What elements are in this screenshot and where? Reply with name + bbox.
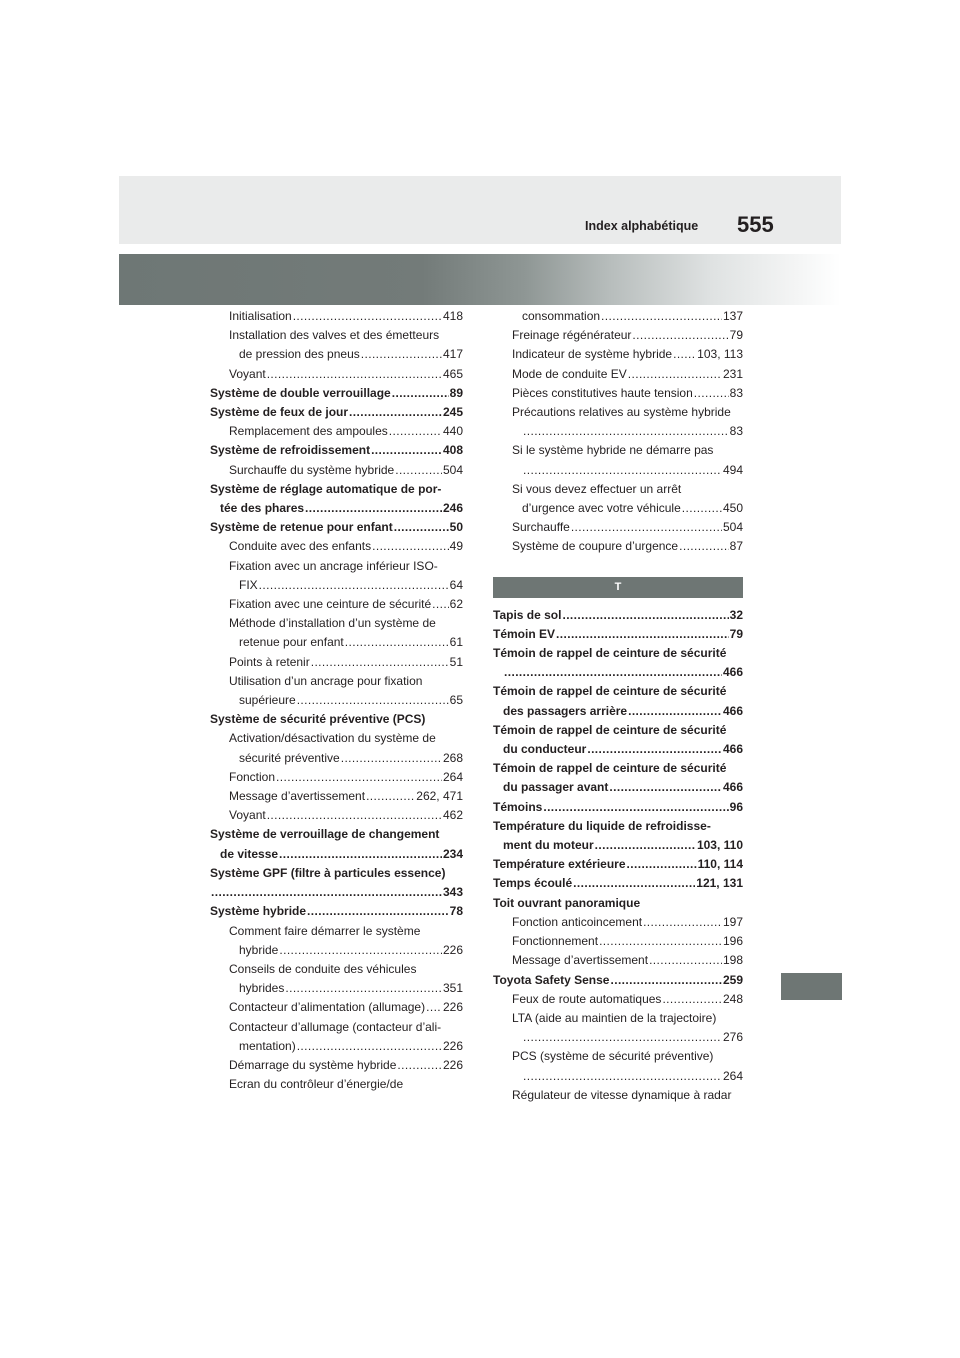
header-gradient-bar <box>119 254 841 305</box>
index-entry: Système de sécurité préventive (PCS) <box>210 712 426 727</box>
index-entry: consommation ..... 137 <box>493 307 743 326</box>
index-entry: Indicateur de système hybride ..... 103, 113 <box>493 345 743 364</box>
index-column-left <box>210 307 463 1094</box>
index-entry: tée des phares ..... 246 <box>210 499 463 518</box>
index-entry: Voyant ..... 465 <box>210 365 463 384</box>
index-entry: Conduite avec des enfants ..... 49 <box>210 537 463 556</box>
chapter-thumb-tab <box>781 973 842 1000</box>
index-entry: LTA (aide au maintien de la trajectoire) <box>512 1010 717 1025</box>
index-entry: Conseils de conduite des véhicules <box>229 961 417 976</box>
index-entry: Témoin de rappel de ceinture de sécurité <box>493 646 727 661</box>
index-entry: Initialisation ..... 418 <box>210 307 463 326</box>
index-entry: ..... 466 <box>493 663 743 682</box>
index-entry: Si le système hybride ne démarre pas <box>512 443 714 458</box>
index-entry: Comment faire démarrer le système <box>229 923 421 938</box>
index-entry: Fixation avec un ancrage inférieur ISO- <box>229 558 438 573</box>
header-band <box>119 176 841 244</box>
index-entry: Système de double verrouillage ..... 89 <box>210 384 463 403</box>
index-entry: Témoins ..... 96 <box>493 798 743 817</box>
index-entry: ..... 276 <box>493 1028 743 1047</box>
index-entry: Système hybride ..... 78 <box>210 902 463 921</box>
index-entry: de vitesse ..... 234 <box>210 845 463 864</box>
index-entry: Si vous devez effectuer un arrêt <box>512 481 682 496</box>
index-entry: Tapis de sol ..... 32 <box>493 606 743 625</box>
index-entry: Contacteur d’allumage (contacteur d’ali- <box>229 1019 442 1034</box>
index-entry: Toit ouvrant panoramique <box>493 895 641 910</box>
index-entry: Fixation avec une ceinture de sécurité ..... 62 <box>210 595 463 614</box>
index-entry: Système de verrouillage de changement <box>210 827 440 842</box>
index-entry: PCS (système de sécurité préventive) <box>512 1049 714 1064</box>
index-entry: Remplacement des ampoules ..... 440 <box>210 422 463 441</box>
index-entry: supérieure ..... 65 <box>210 691 463 710</box>
index-entry: Contacteur d’alimentation (allumage) ..... 226 <box>210 998 463 1017</box>
index-entry: du conducteur ..... 466 <box>493 740 743 759</box>
index-entry: mentation) ..... 226 <box>210 1037 463 1056</box>
section-header-t: T <box>493 577 743 598</box>
index-entry: ..... 494 <box>493 461 743 480</box>
index-entry: FIX ..... 64 <box>210 576 463 595</box>
page-title: Index alphabétique <box>585 219 699 233</box>
index-entry: de pression des pneus ..... 417 <box>210 345 463 364</box>
index-entry: Méthode d’installation d’un système de <box>229 616 436 631</box>
index-entry: Mode de conduite EV ..... 231 <box>493 365 743 384</box>
index-entry: Système de feux de jour ..... 245 <box>210 403 463 422</box>
page-number: 555 <box>737 212 774 237</box>
index-entry: Témoin de rappel de ceinture de sécurité <box>493 722 727 737</box>
index-entry: Fonction ..... 264 <box>210 768 463 787</box>
index-entry: hybride ..... 226 <box>210 941 463 960</box>
index-entry: Points à retenir ..... 51 <box>210 653 463 672</box>
index-entry: du passager avant ..... 466 <box>493 778 743 797</box>
index-entry: Pièces constitutives haute tension ..... 83 <box>493 384 743 403</box>
index-entry: des passagers arrière ..... 466 <box>493 702 743 721</box>
index-entry: Température du liquide de refroidisse- <box>493 818 711 833</box>
index-entry: Ecran du contrôleur d’énergie/de <box>229 1077 404 1092</box>
index-entry: Fonctionnement ..... 196 <box>493 932 743 951</box>
index-entry: Temps écoulé ..... 121, 131 <box>493 874 743 893</box>
index-entry: Installation des valves et des émetteurs <box>229 328 440 343</box>
index-entry: Système de réglage automatique de por- <box>210 481 442 496</box>
index-entry: sécurité préventive ..... 268 <box>210 749 463 768</box>
index-entry: Précautions relatives au système hybride <box>512 405 731 420</box>
index-column-right <box>493 307 743 1105</box>
index-entry: ment du moteur ..... 103, 110 <box>493 836 743 855</box>
index-entry: Utilisation d’un ancrage pour fixation <box>229 673 423 688</box>
index-entry: Régulateur de vitesse dynamique à radar <box>512 1087 732 1102</box>
index-entry: Système de retenue pour enfant ..... 50 <box>210 518 463 537</box>
index-entry: Surchauffe ..... 504 <box>493 518 743 537</box>
index-entry: ..... 83 <box>493 422 743 441</box>
index-entry: Freinage régénérateur ..... 79 <box>493 326 743 345</box>
index-entry: Surchauffe du système hybride ..... 504 <box>210 461 463 480</box>
index-entry: Témoin de rappel de ceinture de sécurité <box>493 684 727 699</box>
index-entry: Voyant ..... 462 <box>210 806 463 825</box>
index-entry: Système GPF (filtre à particules essence) <box>210 865 446 880</box>
index-entry: Système de refroidissement ..... 408 <box>210 441 463 460</box>
index-entry: Témoin EV ..... 79 <box>493 625 743 644</box>
index-entry: ..... 343 <box>210 883 463 902</box>
index-entry: Feux de route automatiques ..... 248 <box>493 990 743 1009</box>
index-entry: Activation/désactivation du système de <box>229 731 436 746</box>
index-entry: Température extérieure ..... 110, 114 <box>493 855 743 874</box>
index-entry: d’urgence avec votre véhicule ..... 450 <box>493 499 743 518</box>
index-entry: Système de coupure d’urgence ..... 87 <box>493 537 743 556</box>
index-entry: retenue pour enfant ..... 61 <box>210 633 463 652</box>
index-entry: Démarrage du système hybride ..... 226 <box>210 1056 463 1075</box>
index-entry: Témoin de rappel de ceinture de sécurité <box>493 761 727 776</box>
index-entry: Message d’avertissement ..... 262, 471 <box>210 787 463 806</box>
index-entry: ..... 264 <box>493 1067 743 1086</box>
index-entry: Toyota Safety Sense ..... 259 <box>493 971 743 990</box>
index-entry: Message d’avertissement ..... 198 <box>493 951 743 970</box>
index-entry: hybrides ..... 351 <box>210 979 463 998</box>
index-entry: Fonction anticoincement ..... 197 <box>493 913 743 932</box>
